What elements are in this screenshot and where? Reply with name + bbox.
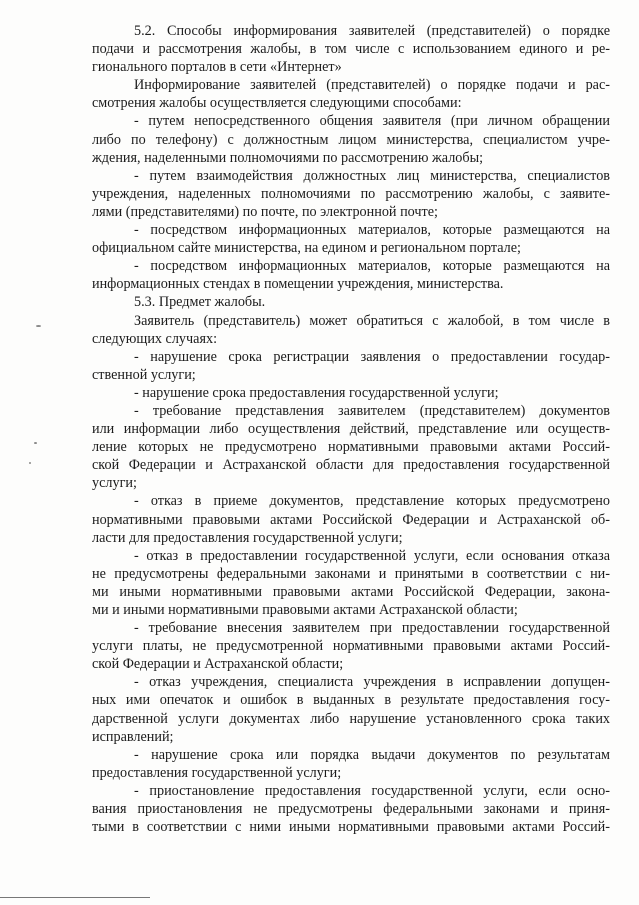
- text-line: - посредством информационных материалов, которые размещаются на: [134, 222, 610, 239]
- text-line: дарственной услуги документах либо нарушение установленного срока таких: [92, 710, 610, 727]
- text-line: 5.2. Способы информирования заявителей (представителей) о порядке: [134, 23, 610, 39]
- text-line: услуги платы, не предусмотренной нормативными правовыми актами Россий-: [92, 638, 610, 655]
- text-line: лями (представителями) по почте, по электронной почте;: [92, 203, 438, 220]
- document-body: [92, 22, 610, 836]
- text-line: вания приостановления не предусмотрены федеральными законами и приня-: [92, 801, 610, 818]
- text-line: - отказ в предоставлении государственной услуги, если основания отказа: [134, 547, 610, 564]
- text-line: смотрения жалобы осуществляется следующими способами:: [92, 95, 462, 112]
- text-line: ление которых не предусмотрено нормативными правовыми актами Россий-: [92, 439, 610, 456]
- text-line: исправлений;: [92, 728, 174, 745]
- text-line: ласти для предоставления государственной услуги;: [92, 529, 403, 546]
- text-line: ми и иными нормативными правовыми актами Астраханской области;: [92, 602, 518, 618]
- text-line: ской Федерации и Астраханской области;: [92, 656, 344, 673]
- text-line: учреждения, наделенных полномочиями по рассмотрению жалобы, с заявите-: [92, 185, 610, 202]
- text-line: - приостановление предоставления государственной услуги, если осно-: [134, 782, 610, 799]
- text-line: нормативными правовыми актами Российской Федерации и Астраханской об-: [92, 511, 610, 528]
- text-line: - нарушение срока регистрации заявления о предоставлении государ-: [134, 348, 610, 365]
- text-line: - посредством информационных материалов, которые размещаются на: [134, 258, 610, 275]
- text-line: Заявитель (представитель) может обратиться с жалобой, в том числе в: [134, 312, 610, 329]
- text-line: тыми в соответствии с ними иными нормативными правовыми актами Россий-: [92, 819, 610, 836]
- text-line: - нарушение срока предоставления государственной услуги;: [134, 384, 499, 401]
- text-line: - отказ учреждения, специалиста учреждения в исправлении допущен-: [134, 674, 610, 691]
- text-line: Информирование заявителей (представителей) о порядке подачи и рас-: [134, 77, 610, 94]
- text-line: услуги;: [92, 475, 137, 492]
- scan-speck: [34, 442, 37, 444]
- text-line: официальном сайте министерства, на едином и региональном портале;: [92, 240, 521, 257]
- text-line: не предусмотрены федеральными законами и принятыми в соответствии с ни-: [92, 565, 610, 582]
- text-line: - нарушение срока или порядка выдачи документов по результатам: [134, 746, 610, 763]
- text-line: - путем взаимодействия должностных лиц министерства, специалистов: [134, 167, 610, 184]
- text-line: - отказ в приеме документов, представление которых предусмотрено: [134, 493, 610, 510]
- page-edge-rule: [0, 897, 150, 898]
- text-line: - путем непосредственного общения заявителя (при личном обращении: [134, 113, 610, 130]
- text-line: гионального порталов в сети «Интернет»: [92, 59, 342, 76]
- text-line: ждения, наделенными полномочиями по рассмотрению жалобы;: [92, 149, 484, 166]
- text-line: 5.3. Предмет жалобы.: [134, 294, 266, 311]
- text-line: следующих случаях:: [92, 330, 218, 347]
- text-line: предоставления государственной услуги;: [92, 764, 342, 781]
- text-line: либо по телефону) с должностным лицом министерства, специалистом учре-: [92, 131, 610, 148]
- text-line: информационных стендах в помещении учреждения, министерства.: [92, 276, 504, 293]
- text-line: - требование представления заявителем (представителем) документов: [134, 402, 610, 419]
- text-line: или информации либо осуществления действий, представление или осуществ-: [92, 421, 610, 438]
- text-line: подачи и рассмотрения жалобы, в том числе с использованием единого и ре-: [92, 41, 610, 58]
- scan-speck: [29, 462, 31, 464]
- text-line: ственной услуги;: [92, 366, 196, 383]
- text-line: ми иными нормативными правовыми актами Российской Федерации, закона-: [92, 583, 610, 600]
- text-line: - требование внесения заявителем при предоставлении государственной: [134, 620, 610, 637]
- text-line: ных ими опечаток и ошибок в выданных в результате предоставления госу-: [92, 692, 610, 709]
- scan-speck: [36, 325, 41, 327]
- text-line: ской Федерации и Астраханской области для предоставления государственной: [92, 457, 610, 474]
